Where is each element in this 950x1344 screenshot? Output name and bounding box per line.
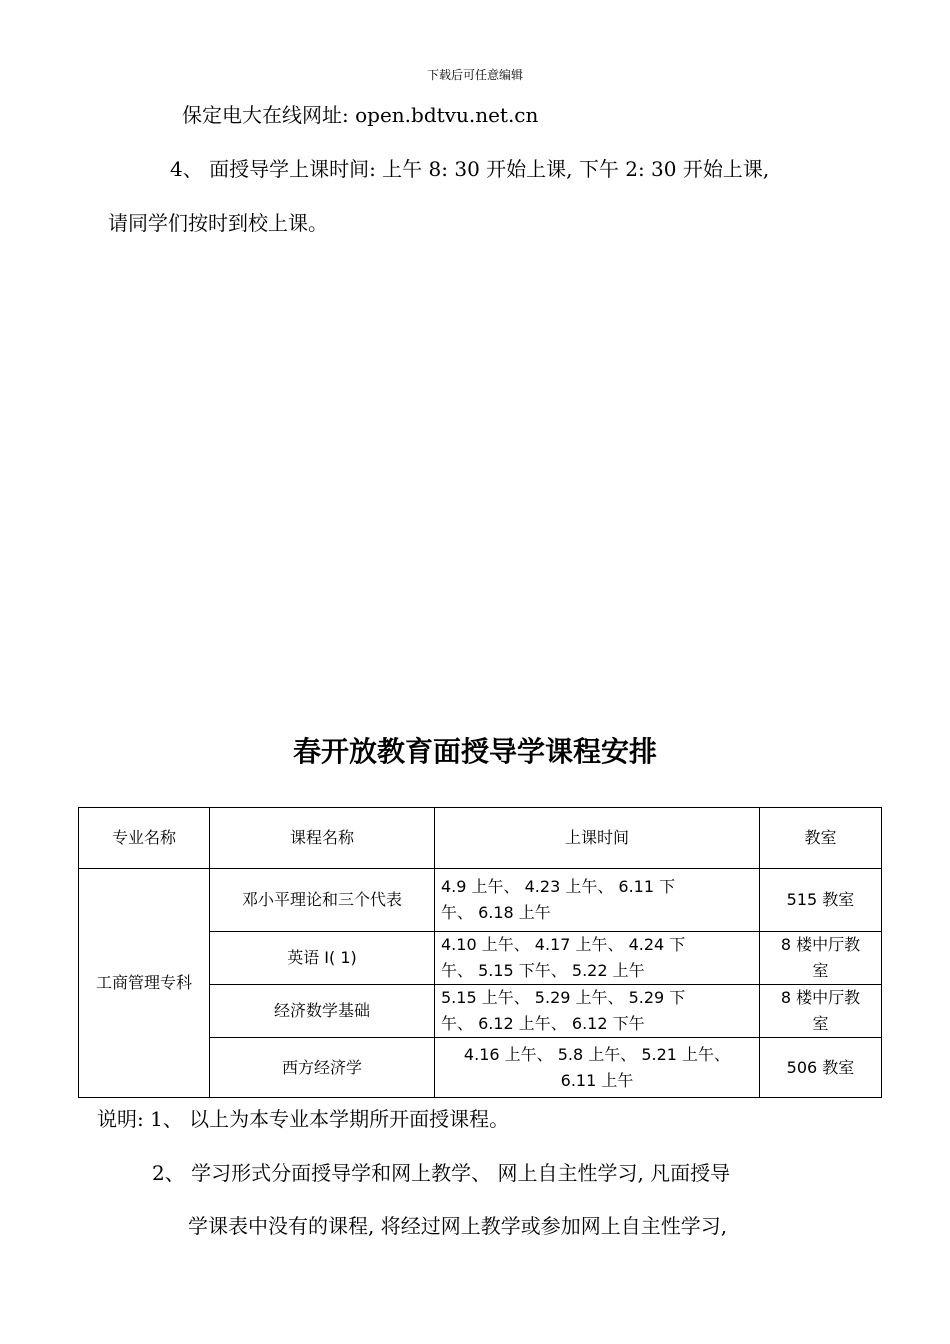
time-line-2: 6.11 上午	[560, 1070, 634, 1090]
website-url-line: 保定电大在线网址: open.bdtvu.net.cn	[182, 103, 539, 127]
time-line-2: 午、 6.18 上午	[441, 903, 551, 922]
table-row	[79, 869, 882, 932]
course-cell: 西方经济学	[210, 1038, 435, 1098]
time-line-1: 4.10 上午、 4.17 上午、 4.24 下	[441, 935, 686, 954]
room-line-1: 8 楼中厅教	[780, 988, 861, 1007]
room-line-2: 室	[812, 961, 829, 980]
note-2: 2、 学习形式分面授导学和网上教学、 网上自主性学习, 凡面授导	[152, 1161, 731, 1185]
class-time-line: 4、 面授导学上课时间: 上午 8: 30 开始上课, 下午 2: 30 开始上课,	[170, 157, 770, 181]
class-time-line-continued: 请同学们按时到校上课。	[108, 211, 328, 235]
time-cell	[435, 869, 760, 932]
time-line-2: 午、 5.15 下午、 5.22 上午	[441, 961, 645, 980]
time-line-1: 4.16 上午、 5.8 上午、 5.21 上午、	[463, 1044, 731, 1064]
room-line-1: 515 教室	[786, 890, 855, 909]
page-title: 春开放教育面授导学课程安排	[292, 735, 657, 768]
room-line-1: 506 教室	[786, 1057, 855, 1077]
header-room: 教室	[760, 808, 882, 869]
time-cell	[435, 932, 760, 985]
course-schedule-table	[78, 807, 882, 1098]
course-cell: 英语 I( 1)	[210, 932, 435, 985]
course-cell: 邓小平理论和三个代表	[210, 869, 435, 932]
room-line-1: 8 楼中厅教	[780, 935, 861, 954]
time-line-1: 4.9 上午、 4.23 上午、 6.11 下	[441, 877, 676, 896]
note-1: 说明: 1、 以上为本专业本学期所开面授课程。	[97, 1107, 510, 1131]
room-cell	[760, 985, 882, 1038]
room-line-2: 室	[812, 1014, 829, 1033]
header-time: 上课时间	[435, 808, 760, 869]
time-cell	[435, 1038, 760, 1098]
room-cell	[760, 1038, 882, 1098]
note-2-continued: 学课表中没有的课程, 将经过网上教学或参加网上自主性学习,	[188, 1214, 728, 1238]
room-cell	[760, 869, 882, 932]
table-header-row	[79, 808, 882, 869]
header-course: 课程名称	[210, 808, 435, 869]
major-cell: 工商管理专科	[79, 869, 210, 1098]
time-line-1: 5.15 上午、 5.29 上午、 5.29 下	[441, 988, 686, 1007]
room-cell	[760, 932, 882, 985]
header-note: 下载后可任意编辑	[426, 68, 523, 82]
course-cell: 经济数学基础	[210, 985, 435, 1038]
header-major: 专业名称	[79, 808, 210, 869]
time-cell	[435, 985, 760, 1038]
time-line-2: 午、 6.12 上午、 6.12 下午	[441, 1014, 645, 1033]
